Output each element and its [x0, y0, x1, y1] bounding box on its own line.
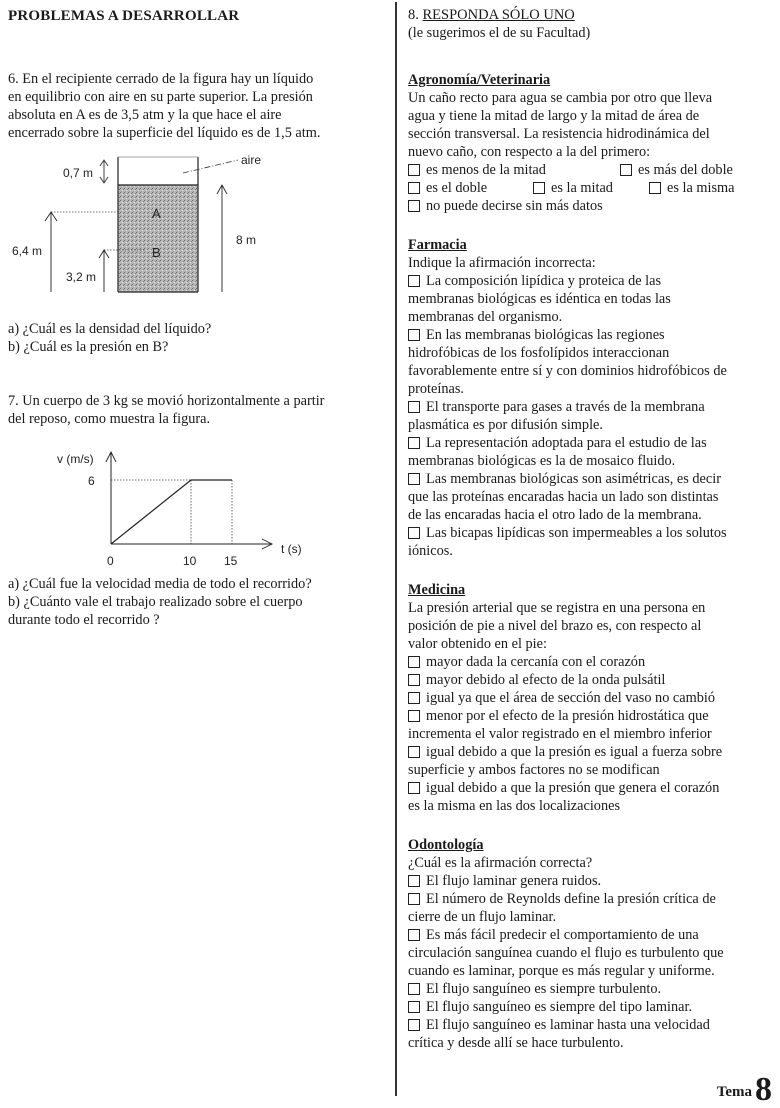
svg-text:A: A [152, 206, 161, 221]
checkbox[interactable] [408, 674, 420, 686]
svg-text:15: 15 [224, 554, 238, 568]
checkbox[interactable] [408, 875, 420, 887]
svg-text:3,2 m: 3,2 m [66, 270, 97, 284]
checkbox[interactable] [408, 473, 420, 485]
paragraph-line: Un caño recto para agua se cambia por otro que lleva [408, 90, 713, 106]
option[interactable]: Las bicapas lipídicas son impermeables a los solutos iónicos. [408, 525, 727, 559]
svg-text:v (m/s): v (m/s) [57, 452, 94, 466]
problem-6-text: encerrado sobre la superficie del líquido es de 1,5 atm. [8, 125, 321, 141]
prompt: Indique la afirmación incorrecta: [408, 255, 596, 271]
options-row [408, 161, 776, 179]
liquid-region [118, 185, 198, 292]
question-b: b) ¿Cuánto vale el trabajo realizado sobre el cuerpo [8, 594, 303, 610]
svg-text:t (s): t (s) [281, 542, 302, 556]
paragraph-line: sección transversal. La resistencia hidrodinámica del [408, 126, 710, 142]
checkbox[interactable] [408, 782, 420, 794]
section-agronomia [408, 71, 776, 215]
option[interactable]: igual debido a que la presión que genera el corazón es la misma en las dos localizaciones [408, 780, 720, 814]
option[interactable]: El flujo sanguíneo es siempre del tipo laminar. [408, 998, 776, 1016]
option[interactable]: es la mitad [533, 179, 649, 197]
svg-text:0,7 m: 0,7 m [63, 166, 94, 180]
checkbox[interactable] [408, 929, 420, 941]
options-row [408, 179, 776, 197]
section-title: Medicina [408, 582, 466, 598]
question-8-number: 8. [408, 7, 419, 23]
problem-6 [8, 70, 386, 142]
option[interactable]: mayor debido al efecto de la onda pulsátil [408, 671, 776, 689]
svg-text:0: 0 [107, 554, 114, 568]
option[interactable]: La composición lipídica y proteica de las membranas biológicas es idéntica en todas las membranas del organismo. [408, 273, 671, 325]
option[interactable]: Es más fácil predecir el comportamiento de una circulación sanguínea cuando el flujo es turbulento que cuando es laminar, porque es más regular y uniforme. [408, 927, 724, 979]
question-8-subtitle: (le sugerimos el de su Facultad) [408, 25, 591, 41]
section-farmacia [408, 236, 776, 560]
velocity-time-chart [40, 440, 320, 580]
container-figure [0, 145, 280, 305]
problem-7 [8, 392, 386, 428]
checkbox[interactable] [408, 710, 420, 722]
svg-text:10: 10 [183, 554, 197, 568]
option[interactable]: mayor dada la cercanía con el corazón [408, 653, 776, 671]
checkbox[interactable] [408, 692, 420, 704]
problem-6-questions [8, 320, 386, 356]
option[interactable]: El flujo sanguíneo es laminar hasta una velocidad crítica y desde allí se hace turbulento. [408, 1017, 710, 1051]
checkbox[interactable] [408, 182, 420, 194]
option[interactable]: es más del doble [620, 161, 733, 179]
checkbox[interactable] [408, 527, 420, 539]
option[interactable]: es el doble [408, 179, 533, 197]
problem-7-questions [8, 575, 386, 629]
svg-text:6,4 m: 6,4 m [12, 244, 43, 258]
checkbox[interactable] [408, 746, 420, 758]
tema-label: Tema8 [716, 1071, 772, 1108]
paragraph-line: valor obtenido en el pie: [408, 636, 547, 652]
option[interactable]: no puede decirse sin más datos [408, 197, 603, 215]
tema-number: 8 [755, 1071, 772, 1108]
checkbox[interactable] [408, 1019, 420, 1031]
question-b-cont: durante todo el recorrido ? [8, 612, 160, 628]
paragraph-line: nuevo caño, con respecto a la del primero: [408, 144, 651, 160]
checkbox[interactable] [408, 656, 420, 668]
checkbox[interactable] [408, 437, 420, 449]
option[interactable]: La representación adoptada para el estudio de las membranas biológicas es la de mosaico fluido. [408, 435, 707, 469]
column-divider [395, 2, 397, 1096]
checkbox[interactable] [408, 329, 420, 341]
option[interactable]: es la misma [649, 179, 735, 197]
question-8-title: RESPONDA SÓLO UNO [422, 7, 575, 23]
right-column [408, 6, 776, 1052]
option[interactable]: menor por el efecto de la presión hidrostática que incrementa el valor registrado en el miembro inferior [408, 708, 712, 742]
checkbox[interactable] [408, 1001, 420, 1013]
problem-7-text: del reposo, como muestra la figura. [8, 411, 211, 427]
checkbox[interactable] [649, 182, 661, 194]
prompt: ¿Cuál es la afirmación correcta? [408, 855, 593, 871]
problem-7-text: 7. Un cuerpo de 3 kg se movió horizontalmente a partir [8, 393, 325, 409]
svg-text:aire: aire [241, 153, 262, 167]
section-title: Farmacia [408, 237, 467, 253]
option[interactable]: igual ya que el área de sección del vaso no cambió [408, 689, 776, 707]
velocity-line [111, 480, 232, 544]
checkbox[interactable] [408, 275, 420, 287]
svg-text:6: 6 [88, 474, 95, 488]
left-column [8, 6, 386, 142]
question-b: b) ¿Cuál es la presión en B? [8, 339, 169, 355]
option[interactable]: es menos de la mitad [408, 161, 620, 179]
checkbox[interactable] [620, 164, 632, 176]
checkbox[interactable] [408, 401, 420, 413]
svg-text:8 m: 8 m [236, 233, 257, 247]
options-row [408, 197, 776, 215]
option[interactable]: El flujo laminar genera ruidos. [408, 872, 776, 890]
question-8-header [408, 6, 776, 24]
svg-text:B: B [152, 245, 161, 260]
checkbox[interactable] [408, 164, 420, 176]
checkbox[interactable] [533, 182, 545, 194]
checkbox[interactable] [408, 893, 420, 905]
paragraph-line: La presión arterial que se registra en una persona en [408, 600, 706, 616]
checkbox[interactable] [408, 983, 420, 995]
option[interactable]: El transporte para gases a través de la membrana plasmática es por difusión simple. [408, 399, 705, 433]
paragraph-line: agua y tiene la mitad de largo y la mitad de área de [408, 108, 700, 124]
problem-6-text: en equilibrio con aire en su parte superior. La presión [8, 89, 313, 105]
section-odontologia [408, 836, 776, 1052]
question-a: a) ¿Cuál es la densidad del líquido? [8, 321, 212, 337]
option[interactable]: El flujo sanguíneo es siempre turbulento. [408, 980, 776, 998]
question-a: a) ¿Cuál fue la velocidad media de todo el recorrido? [8, 576, 312, 592]
problem-6-text: absoluta en A es de 3,5 atm y la que hace el aire [8, 107, 282, 123]
section-medicina [408, 581, 776, 815]
checkbox[interactable] [408, 200, 420, 212]
section-title: Odontología [408, 837, 484, 853]
option[interactable]: El número de Reynolds define la presión crítica de cierre de un flujo laminar. [408, 891, 716, 925]
problem-6-text: 6. En el recipiente cerrado de la figura hay un líquido [8, 71, 314, 87]
section-header: PROBLEMAS A DESARROLLAR [8, 8, 240, 24]
option[interactable]: igual debido a que la presión es igual a fuerza sobre superficie y ambos factores no se modifican [408, 744, 723, 778]
paragraph-line: posición de pie a nivel del brazo es, con respecto al [408, 618, 702, 634]
option[interactable]: En las membranas biológicas las regiones hidrofóbicas de los fosfolípidos interaccionan favorablemente entre sí y con dominios hidrofóbicos de proteínas. [408, 327, 727, 397]
option[interactable]: Las membranas biológicas son asimétricas, es decir que las proteínas encaradas hacia un lado son distintas de las encaradas hacia el otro lado de la membrana. [408, 471, 721, 523]
section-title: Agronomía/Veterinaria [408, 72, 551, 88]
